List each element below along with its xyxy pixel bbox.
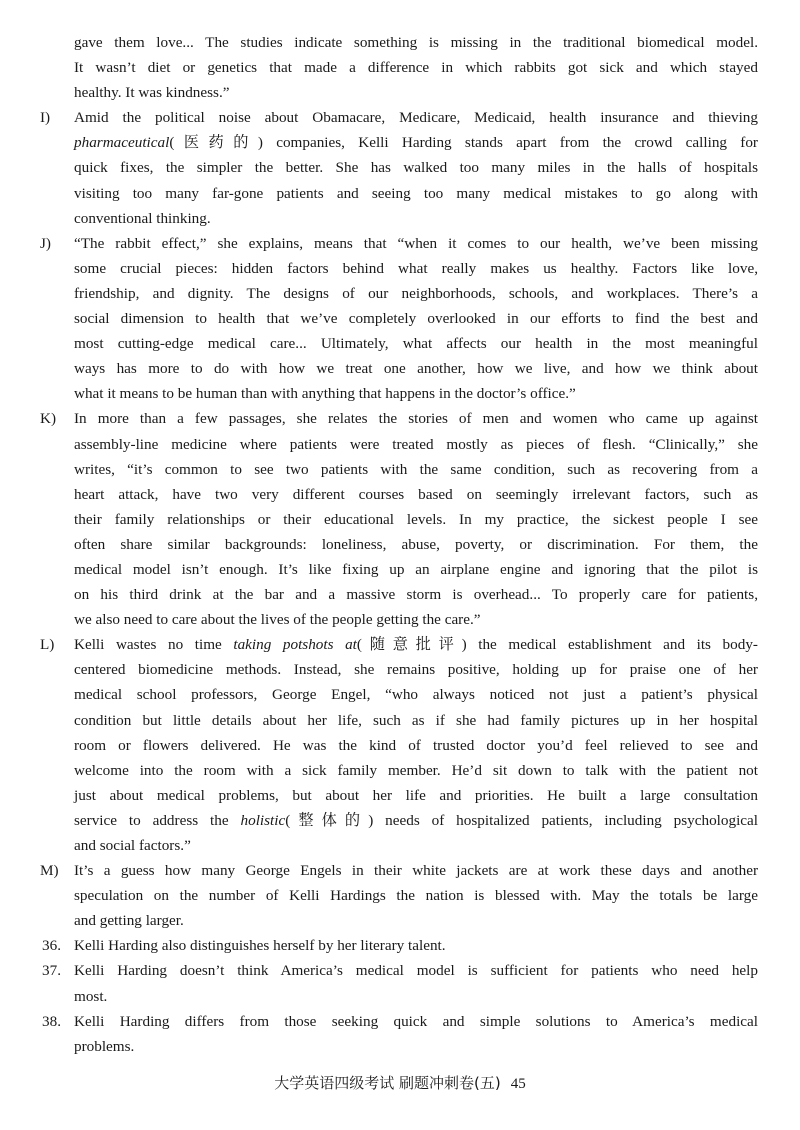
text-line: K) In more than a few passages, she relates the stories of men and women who came up against bbox=[46, 406, 758, 431]
paragraph-label: L) bbox=[40, 636, 55, 654]
text-line: assembly-line medicine where patients were treated mostly as pieces of flesh. “Clinically,” she bbox=[74, 435, 758, 453]
paragraph-l bbox=[40, 632, 759, 858]
paragraph-continuation bbox=[46, 30, 758, 105]
page-footer bbox=[0, 1072, 800, 1093]
text-line: speculation on the number of Kelli Hardings the nation is blessed with. May the totals be large bbox=[74, 887, 758, 905]
text-line: welcome into the room with a sick family member. He’d sit down to talk with the patient not bbox=[74, 761, 758, 779]
text-line-with-gloss: L) Kelli wastes no time taking potshots at(随意批评) the medical establishment and its body- bbox=[46, 632, 758, 657]
text-line: their family relationships or their educational levels. In my practice, the sickest people I see bbox=[74, 510, 758, 528]
text-line: most cutting-edge medical care... Ultimately, what affects our health in the most meaningful bbox=[74, 335, 758, 353]
paragraph-label: K) bbox=[40, 410, 57, 428]
text-line: what it means to be human than with anything that happens in the doctor’s office.” bbox=[74, 385, 576, 403]
text-line: It wasn’t diet or genetics that made a difference in which rabbits got sick and which stayed bbox=[74, 59, 758, 77]
text-line: friendship, and dignity. The designs of our neighborhoods, schools, and workplaces. There’s a bbox=[74, 284, 758, 302]
paragraph-label: J) bbox=[40, 234, 51, 252]
text-line: heart attack, have two very different courses based on seemingly irrelevant factors, such as bbox=[74, 485, 758, 503]
question-line: problems. bbox=[74, 1037, 135, 1055]
text-line: healthy. It was kindness.” bbox=[74, 84, 230, 102]
text-line: condition but little details about her life, such as if she had family pictures up in her hospital bbox=[74, 711, 758, 729]
question-line: 37. Kelli Harding doesn’t think America’s medical model is sufficient for patients who need help bbox=[46, 958, 758, 983]
footer-title: 大学英语四级考试 刷题冲刺卷(五) bbox=[274, 1074, 501, 1092]
text-line: writes, “it’s common to see two patients with the same condition, such as recovering from a bbox=[74, 460, 758, 478]
text-line: gave them love... The studies indicate something is missing in the traditional biomedical model. bbox=[74, 34, 758, 51]
question-number: 37. bbox=[42, 962, 61, 980]
text-line: medical school professors, George Engel, “who always noticed not just a patient’s physical bbox=[74, 686, 758, 704]
text-line: social dimension to health that we’ve completely overlooked in our efforts to find the best and bbox=[74, 310, 758, 328]
text-line: I) Amid the political noise about Obamacare, Medicare, Medicaid, health insurance and thieving bbox=[46, 105, 758, 130]
question-line: 38. Kelli Harding differs from those seeking quick and simple solutions to America’s medical bbox=[46, 1009, 758, 1034]
question-38 bbox=[42, 1009, 758, 1059]
text-line: M) It’s a guess how many George Engels in their white jackets are at work these days and another bbox=[46, 858, 758, 883]
text-line: visiting too many far-gone patients and seeing too many medical mistakes to go along with bbox=[74, 184, 758, 202]
text-line: just about medical problems, but about her life and priorities. He built a large consultation bbox=[74, 786, 758, 804]
text-line: medical model isn’t enough. It’s like fixing up an airplane engine and ignoring that the pilot is bbox=[74, 560, 758, 578]
text-line: and getting larger. bbox=[74, 912, 184, 930]
paragraph-label: I) bbox=[40, 109, 51, 127]
text-line: ways has more to do with how we treat one another, how we live, and how we think about bbox=[74, 360, 758, 378]
text-line: conventional thinking. bbox=[74, 209, 211, 227]
text-line: we also need to care about the lives of the people getting the care.” bbox=[74, 611, 481, 629]
paragraph-label: M) bbox=[40, 862, 59, 880]
text-line: some crucial pieces: hidden factors behind what really makes us healthy. Factors like love, bbox=[74, 259, 758, 277]
question-37 bbox=[42, 958, 758, 1008]
document-body bbox=[40, 30, 759, 1059]
text-line: often share similar backgrounds: loneliness, abuse, poverty, or discrimination. For them, the bbox=[74, 535, 758, 553]
paragraph-j bbox=[40, 231, 758, 407]
question-number: 38. bbox=[42, 1012, 61, 1030]
text-line: and social factors.” bbox=[74, 837, 191, 854]
page-number: 45 bbox=[510, 1076, 526, 1092]
text-line: quick fixes, the simpler the better. She has walked too many miles in the halls of hospitals bbox=[74, 159, 758, 177]
question-number: 36. bbox=[42, 937, 61, 955]
text-line-with-gloss: service to address the holistic(整体的) needs of hospitalized patients, including psychological bbox=[74, 811, 759, 829]
paragraph-m bbox=[40, 858, 758, 933]
text-line: room or flowers delivered. He was the kind of trusted doctor you’d feel relieved to see and bbox=[74, 736, 758, 754]
question-line: most. bbox=[74, 987, 108, 1005]
question-36 bbox=[42, 933, 758, 958]
text-line: on his third drink at the bar and a massive storm is overhead... To properly care for patients, bbox=[74, 586, 758, 604]
question-line: 36. Kelli Harding also distinguishes herself by her literary talent. bbox=[46, 933, 758, 958]
text-line: centered biomedicine methods. Instead, she remains positive, holding up for praise one of her bbox=[74, 661, 758, 679]
text-line-with-gloss: pharmaceutical(医药的) companies, Kelli Harding stands apart from the crowd calling for bbox=[74, 134, 758, 152]
paragraph-k bbox=[40, 406, 758, 632]
paragraph-i bbox=[40, 105, 758, 230]
text-line: J) “The rabbit effect,” she explains, means that “when it comes to our health, we’ve been missing bbox=[46, 231, 758, 256]
